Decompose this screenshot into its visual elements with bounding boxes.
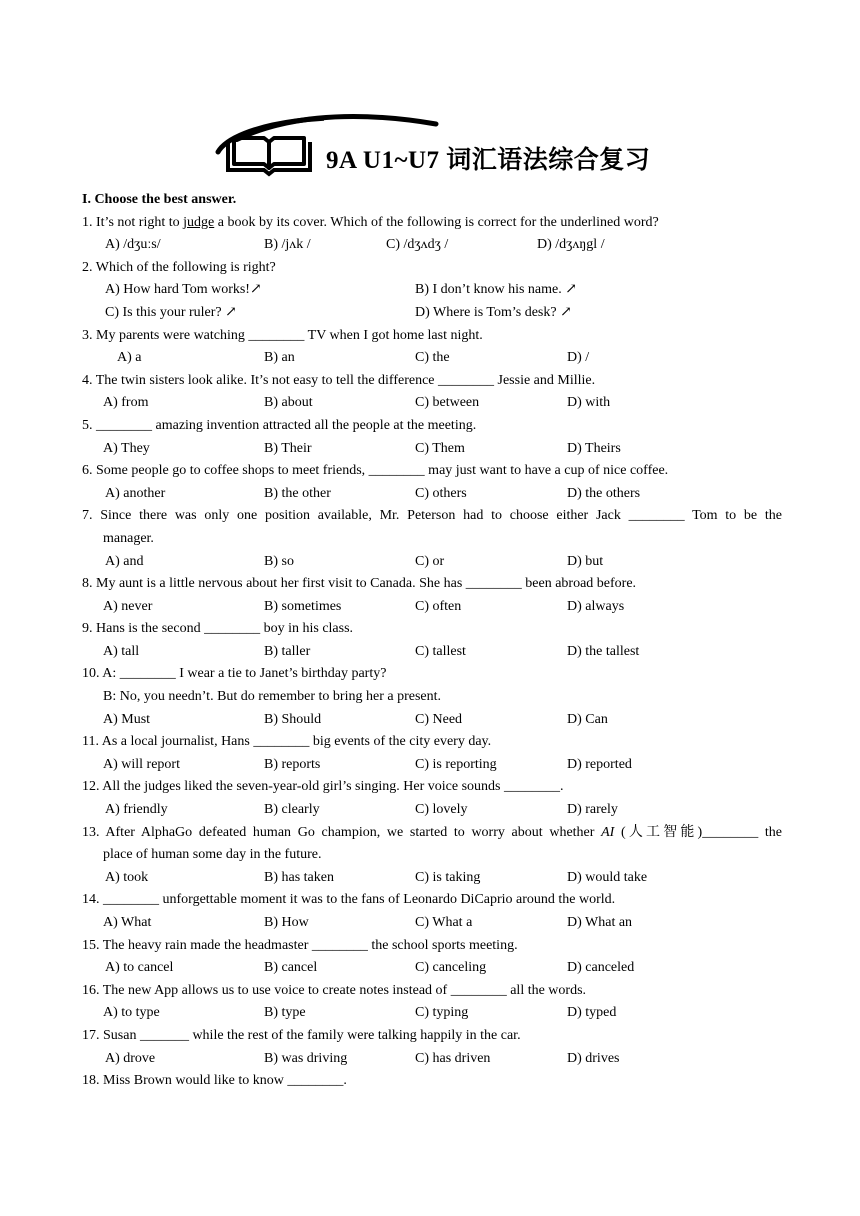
q17-option-a[interactable]: A) drove (105, 1050, 156, 1066)
q12-option-d[interactable]: D) rarely (567, 802, 618, 818)
q3-options (82, 347, 782, 370)
q13-ai: AI (601, 824, 615, 840)
question-1 (82, 212, 782, 235)
q9-option-d[interactable]: D) the tallest (567, 643, 640, 659)
question-9: 9. Hans is the second ________ boy in his class. (82, 621, 354, 637)
q3-option-c[interactable]: C) the (415, 350, 450, 366)
question-11: 11. As a local journalist, Hans ________ big events of the city every day. (82, 734, 492, 750)
q1-option-c[interactable]: C) /dʒʌdʒ / (386, 237, 449, 253)
q10-option-a[interactable]: A) Must (103, 711, 151, 727)
q17-option-c[interactable]: C) has driven (415, 1050, 491, 1066)
q4-option-a[interactable]: A) from (103, 395, 149, 411)
header (214, 112, 664, 178)
page-title: 9A U1~U7 词汇语法综合复习 (326, 147, 651, 174)
question-14: 14. ________ unforgettable moment it was to the fans of Leonardo DiCaprio around the world. (82, 892, 616, 908)
q14-option-c[interactable]: C) What a (415, 915, 473, 930)
q5-options (82, 438, 782, 461)
question-18: 18. Miss Brown would like to know ________. (82, 1073, 347, 1089)
q1-options (82, 234, 782, 257)
q11-option-a[interactable]: A) will report (103, 756, 180, 772)
q2-options-row2 (82, 302, 782, 325)
q16-option-c[interactable]: C) typing (415, 1005, 469, 1021)
question-12: 12. All the judges liked the seven-year-old girl’s singing. Her voice sounds ________. (82, 779, 564, 795)
q12-options (82, 799, 782, 822)
q11-options (82, 754, 782, 777)
q8-options (82, 596, 782, 619)
q15-option-a[interactable]: A) to cancel (105, 960, 174, 976)
q6-option-b[interactable]: B) the other (264, 485, 331, 501)
q16-options (82, 1002, 782, 1025)
q2-option-c[interactable]: C) Is this your ruler? ↗ (105, 304, 237, 320)
q14-option-b[interactable]: B) How (264, 915, 309, 930)
q8-option-d[interactable]: D) always (567, 598, 625, 614)
q12-option-b[interactable]: B) clearly (264, 802, 320, 818)
q7-option-b[interactable]: B) so (264, 553, 294, 569)
q9-option-a[interactable]: A) tall (103, 643, 140, 659)
question-17: 17. Susan _______ while the rest of the family were talking happily in the car. (82, 1027, 521, 1043)
q10-option-d[interactable]: D) Can (567, 711, 608, 727)
worksheet-content (82, 189, 782, 1093)
q3-option-d[interactable]: D) / (567, 350, 590, 366)
q12-option-c[interactable]: C) lovely (415, 802, 468, 818)
q13-post: (人工智能)________ the (614, 824, 782, 840)
q1-option-d[interactable]: D) /dʒʌŋgl / (537, 237, 605, 253)
q13-option-d[interactable]: D) would take (567, 869, 648, 885)
q13-option-a[interactable]: A) took (105, 869, 149, 885)
q7-option-d[interactable]: D) but (567, 553, 604, 569)
q3-option-a[interactable]: A) a (117, 350, 142, 366)
question-4: 4. The twin sisters look alike. It’s not easy to tell the difference ________ Jessie and Millie. (82, 372, 596, 388)
q17-options (82, 1048, 782, 1071)
q4-option-d[interactable]: D) with (567, 395, 611, 411)
q4-options (82, 392, 782, 415)
q13-option-b[interactable]: B) has taken (264, 869, 334, 885)
q10-option-b[interactable]: B) Should (264, 711, 322, 727)
q7-options (82, 551, 782, 574)
header-arc (214, 112, 664, 142)
q17-option-b[interactable]: B) was driving (264, 1050, 348, 1066)
q5-option-b[interactable]: B) Their (264, 440, 312, 456)
q14-options (82, 912, 782, 935)
q5-option-a[interactable]: A) They (103, 440, 150, 456)
q5-option-c[interactable]: C) Them (415, 440, 465, 456)
question-6: 6. Some people go to coffee shops to meet friends, ________ may just want to have a cup of nice coffee. (82, 463, 669, 479)
q1-post-text: a book by its cover. Which of the following is correct for the underlined word? (214, 214, 659, 230)
q6-option-c[interactable]: C) others (415, 485, 467, 501)
q16-option-b[interactable]: B) type (264, 1005, 306, 1021)
question-10-b: B: No, you needn’t. But do remember to bring her a present. (103, 689, 441, 705)
q14-option-a[interactable]: A) What (103, 915, 152, 930)
question-16: 16. The new App allows us to use voice to create notes instead of ________ all the words. (82, 982, 587, 998)
question-5: 5. ________ amazing invention attracted all the people at the meeting. (82, 417, 477, 433)
q3-option-b[interactable]: B) an (264, 350, 295, 366)
q1-option-a[interactable]: A) /dʒuːs/ (105, 237, 161, 253)
q5-option-d[interactable]: D) Theirs (567, 440, 621, 456)
q11-option-b[interactable]: B) reports (264, 756, 321, 772)
q6-options (82, 483, 782, 506)
q1-pre-text: It’s not right to (96, 214, 184, 230)
q9-option-c[interactable]: C) tallest (415, 643, 466, 659)
q15-option-d[interactable]: D) canceled (567, 960, 635, 976)
q4-option-c[interactable]: C) between (415, 395, 480, 411)
q11-option-c[interactable]: C) is reporting (415, 756, 497, 772)
q8-option-c[interactable]: C) often (415, 598, 462, 614)
q15-option-b[interactable]: B) cancel (264, 960, 318, 976)
q8-option-b[interactable]: B) sometimes (264, 598, 342, 614)
question-7-cont: manager. (103, 530, 154, 546)
question-15: 15. The heavy rain made the headmaster ________ the school sports meeting. (82, 937, 518, 953)
question-8: 8. My aunt is a little nervous about her first visit to Canada. She has ________ been abroad before. (82, 576, 637, 592)
question-13-cont: place of human some day in the future. (103, 847, 322, 863)
q2-options-row1 (82, 279, 782, 302)
q7-option-c[interactable]: C) or (415, 553, 445, 569)
q11-option-d[interactable]: D) reported (567, 756, 632, 772)
q9-option-b[interactable]: B) taller (264, 643, 311, 659)
q16-option-a[interactable]: A) to type (103, 1005, 160, 1021)
q15-option-c[interactable]: C) canceling (415, 960, 487, 976)
question-13 (82, 822, 782, 845)
q2-option-a[interactable]: A) How hard Tom works!↗ (105, 282, 262, 298)
q12-option-a[interactable]: A) friendly (105, 802, 168, 818)
q15-options (82, 957, 782, 980)
q10-option-c[interactable]: C) Need (415, 711, 463, 727)
q1-option-b[interactable]: B) /jʌk / (264, 237, 311, 253)
q14-option-d[interactable]: D) What an (567, 915, 633, 930)
underlined-word: judge (183, 214, 215, 230)
q2-option-b[interactable]: B) I don’t know his name. ↗ (415, 282, 577, 298)
q13-options (82, 867, 782, 890)
q17-option-d[interactable]: D) drives (567, 1050, 620, 1066)
q4-option-b[interactable]: B) about (264, 395, 313, 411)
q2-option-d[interactable]: D) Where is Tom’s desk? ↗ (415, 304, 572, 320)
q7-option-a[interactable]: A) and (105, 553, 144, 569)
question-10: 10. A: ________ I wear a tie to Janet’s birthday party? (82, 666, 387, 682)
section-heading: I. Choose the best answer. (82, 192, 237, 207)
q10-options (82, 709, 782, 732)
question-2: 2. Which of the following is right? (82, 259, 276, 275)
q13-option-c[interactable]: C) is taking (415, 869, 481, 885)
q6-option-a[interactable]: A) another (105, 485, 166, 501)
q6-option-d[interactable]: D) the others (567, 485, 641, 501)
q13-pre: 13. After AlphaGo defeated human Go champion, we started to worry about whether (82, 824, 602, 840)
question-3: 3. My parents were watching ________ TV when I got home last night. (82, 327, 483, 343)
q16-option-d[interactable]: D) typed (567, 1005, 617, 1021)
q9-options (82, 641, 782, 664)
question-7: 7. Since there was only one position available, Mr. Peterson had to choose either Jack ________ Tom to be the (82, 508, 782, 524)
q1-pre: 1. (82, 214, 93, 230)
q8-option-a[interactable]: A) never (103, 598, 153, 614)
